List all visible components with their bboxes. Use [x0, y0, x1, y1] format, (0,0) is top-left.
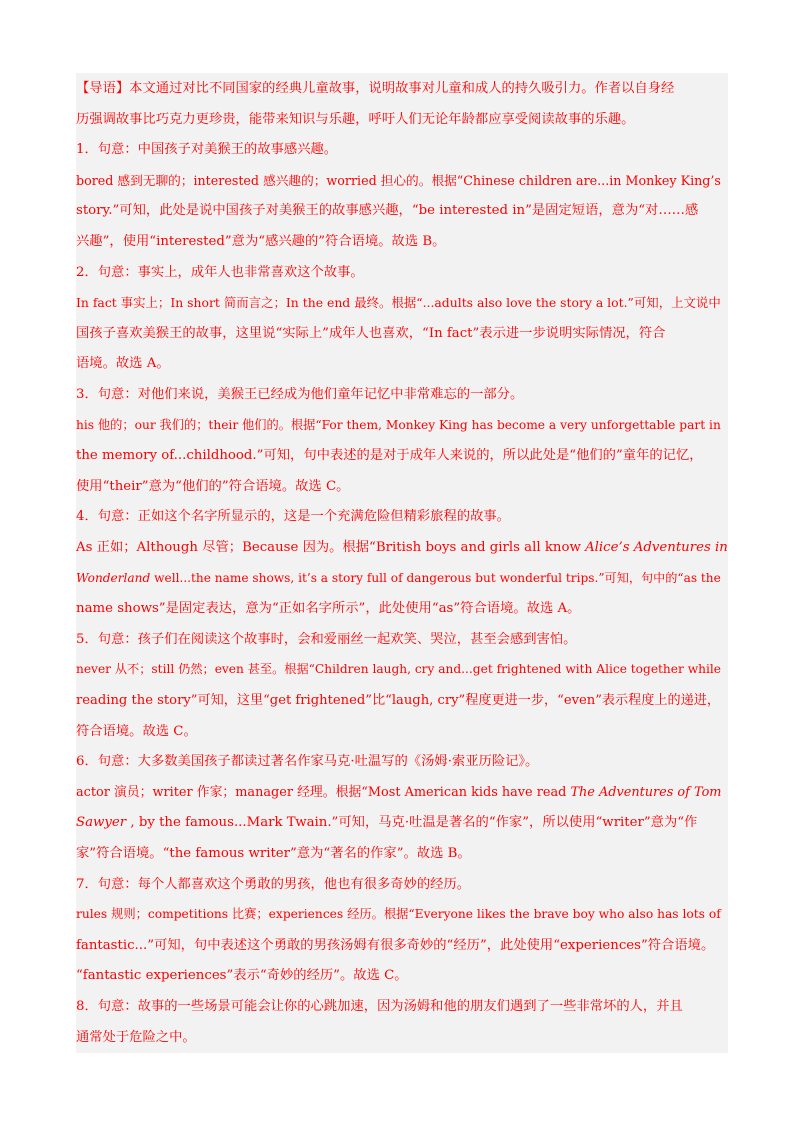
q8-translation: 通常处于危险之中。 — [76, 1029, 196, 1045]
q2-explanation: 国孩子喜欢美猴王的故事，这里说“实际上”成年人也喜欢，“In fact”表示进一步说明实际情况，符合 — [76, 325, 666, 341]
q2-explanation: 语境。故选 A。 — [76, 356, 170, 372]
q6-explanation — [76, 807, 697, 838]
q6-explanation — [76, 777, 721, 808]
q1-explanation: bored 感到无聊的；interested 感兴趣的；worried 担心的。根据“Chinese children are...in Monkey King’s — [76, 172, 721, 188]
q3-explanation: the memory of...childhood.”可知，句中表述的是对于成年人来说的，所以此处是“他们的”童年的记忆， — [76, 448, 703, 464]
q2-translation: 2．句意：事实上，成年人也非常喜欢这个故事。 — [76, 264, 364, 280]
line-text: As 正如；Although 尽管；Because 因为。根据“British boys and girls all know — [76, 540, 586, 555]
q3-translation: 3．句意：对他们来说，美猴王已经成为他们童年记忆中非常难忘的一部分。 — [76, 387, 524, 402]
q5-explanation: never 从不；still 仍然；even 甚至。根据“Children laugh, cry and...get frightened with Alice together while — [76, 662, 721, 677]
q3-explanation: 使用“their”意为“他们的”符合语境。故选 C。 — [76, 478, 350, 494]
q1-explanation: 兴趣”，使用“interested”意为“感兴趣的”符合语境。故选 B。 — [76, 234, 446, 249]
q5-explanation: 符合语境。故选 C。 — [76, 723, 197, 739]
q1-explanation: story.”可知，此处是说中国孩子对美猴王的故事感兴趣，“be interested in”是固定短语，意为“对……感 — [76, 203, 699, 219]
q6-explanation: 家”符合语境。“the famous writer”意为“著名的作家”。故选 B。 — [76, 846, 471, 861]
q4-explanation — [76, 532, 728, 563]
q7-explanation: rules 规则；competitions 比赛；experiences 经历。根据“Everyone likes the brave boy who also has lots of — [76, 907, 721, 922]
q4-translation: 4．句意：正如这个名字所显示的，这是一个充满危险但精彩旅程的故事。 — [76, 509, 510, 525]
book-title: Wonderland — [76, 570, 151, 585]
q7-translation: 7．句意：每个人都喜欢这个勇敢的男孩，他也有很多奇妙的经历。 — [76, 876, 471, 892]
book-title: The Adventures of Tom — [570, 784, 722, 800]
q8-translation: 8．句意：故事的一些场景可能会让你的心跳加速，因为汤姆和他的朋友们遇到了一些非常坏的人，并且 — [76, 999, 683, 1014]
q6-translation: 6．句意：大多数美国孩子都读过著名作家马克·吐温写的《汤姆·索亚历险记》。 — [76, 754, 539, 770]
intro-line: 【导语】本文通过对比不同国家的经典儿童故事，说明故事对儿童和成人的持久吸引力。作者以自身经 — [76, 81, 675, 96]
q5-translation: 5．句意：孩子们在阅读这个故事时，会和爱丽丝一起欢笑、哭泣，甚至会感到害怕。 — [76, 631, 577, 647]
book-title: Sawyer — [76, 815, 127, 831]
q4-explanation: name shows”是固定表达，意为“正如名字所示”，此处使用“as”符合语境。故选 A。 — [76, 601, 581, 617]
q7-explanation: “fantastic experiences”表示“奇妙的经历”。故选 C。 — [76, 968, 408, 984]
line-text: well...the name shows, it’s a story full of dangerous but wonderful trips.”可知，句中的“as the — [150, 570, 721, 585]
q2-explanation: In fact 事实上；In short 简而言之；In the end 最终。根据“...adults also love the story a lot.”可知，上文说中 — [76, 295, 721, 311]
q1-translation: 1．句意：中国孩子对美猴王的故事感兴趣。 — [76, 142, 338, 158]
line-text: , by the famous...Mark Twain.”可知，马克·吐温是著名的“作家”，所以使用“writer”意为“作 — [126, 815, 698, 831]
q7-explanation: fantastic...”可知，句中表述这个勇敢的男孩汤姆有很多奇妙的“经历”，此处使用“experiences”符合语境。 — [76, 937, 715, 953]
q5-explanation: reading the story”可知，这里“get frightened”比“laugh, cry”程度更进一步，“even”表示程度上的递进， — [76, 693, 721, 708]
book-title: Alice’s Adventures in — [585, 540, 728, 555]
intro-line: 历强调故事比巧克力更珍贵，能带来知识与乐趣，呼吁人们无论年龄都应享受阅读故事的乐趣。 — [76, 111, 635, 127]
q3-explanation: his 他的；our 我们的；their 他们的。根据“For them, Monkey King has become a very unforgettable part in — [76, 417, 721, 432]
q4-explanation — [76, 563, 721, 594]
line-text: actor 演员；writer 作家；manager 经理。根据“Most American kids have read — [76, 784, 571, 800]
